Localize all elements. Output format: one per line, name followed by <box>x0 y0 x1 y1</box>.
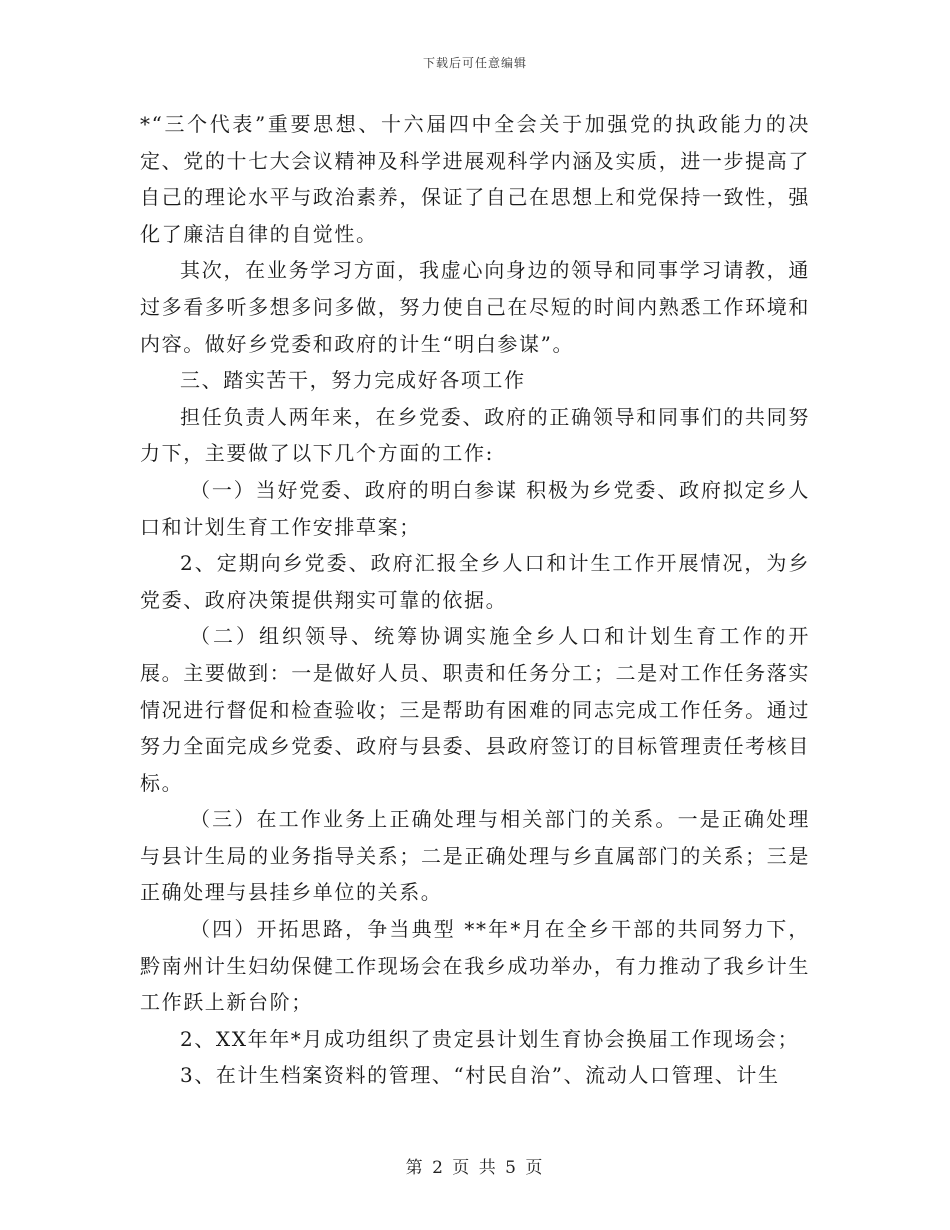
page-header: 下载后可任意编辑 <box>422 56 527 70</box>
paragraph: *“三个代表”重要思想、十六届四中全会关于加强党的执政能力的决定、党的十七大会议精神及科学进展观科学内涵及实质，进一步提高了自己的理论水平与政治素养，保证了自己在思想上和党保持一致性，强化了廉洁自律的自觉性。 <box>140 112 810 246</box>
page-number: 第 2 页 共 5 页 <box>405 1158 545 1178</box>
paragraph: （二）组织领导、统筹协调实施全乡人口和计划生育工作的开展。主要做到：一是做好人员、职责和任务分工；二是对工作任务落实情况进行督促和检查验收；三是帮助有困难的同志完成工作任务。通过努力全面完成乡党委、政府与县委、县政府签订的目标管理责任考核目标。 <box>140 624 810 795</box>
paragraph: 担任负责人两年来，在乡党委、政府的正确领导和同事们的共同努力下，主要做了以下几个方面的工作: <box>140 404 810 466</box>
paragraph: 2、定期向乡党委、政府汇报全乡人口和计生工作开展情况，为乡党委、政府决策提供翔实可靠的依据。 <box>140 551 810 612</box>
section-heading: 三、踏实苦干，努力完成好各项工作 <box>180 368 526 393</box>
paragraph: （四）开拓思路，争当典型 **年*月在全乡干部的共同努力下，黔南州计生妇幼保健工作现场会在我乡成功举办，有力推动了我乡计生工作跃上新台阶； <box>140 917 810 1015</box>
paragraph: 其次，在业务学习方面，我虚心向身边的领导和同事学习请教，通过多看多听多想多问多做，努力使自己在尽短的时间内熟悉工作环境和内容。做好乡党委和政府的计生“明白参谋”。 <box>140 258 810 356</box>
paragraph: 3、在计生档案资料的管理、“村民自治”、流动人口管理、计生 <box>180 1063 780 1088</box>
paragraph: 2、XX年年*月成功组织了贵定县计划生育协会换届工作现场会； <box>180 1026 800 1051</box>
paragraph: （三）在工作业务上正确处理与相关部门的关系。一是正确处理与县计生局的业务指导关系；二是正确处理与乡直属部门的关系；三是正确处理与县挂乡单位的关系。 <box>140 807 810 905</box>
document-body <box>140 106 810 1094</box>
paragraph: （一）当好党委、政府的明白参谋 积极为乡党委、政府拟定乡人口和计划生育工作安排草案； <box>140 477 810 539</box>
